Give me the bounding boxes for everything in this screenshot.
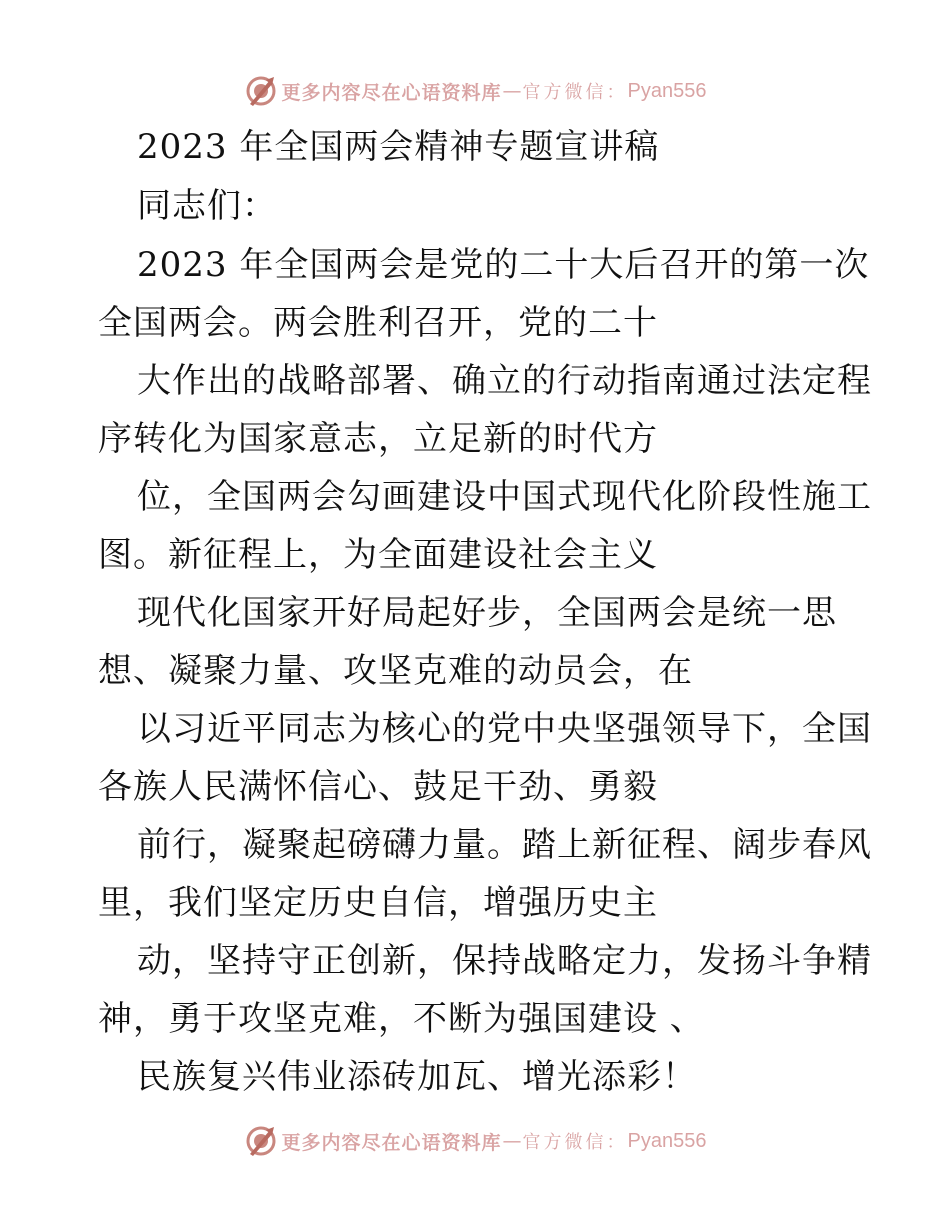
watermark-wechat-id: Pyan556 xyxy=(627,79,707,102)
body-line: 动，坚持守正创新，保持战略定力，发扬斗争精 xyxy=(137,941,872,981)
header-watermark xyxy=(0,71,950,111)
body-line: 大作出的战略部署、确立的行动指南通过法定程 xyxy=(137,361,872,401)
body-line: 现代化国家开好局起好步，全国两会是统一思 xyxy=(137,593,837,633)
watermark-official-label: 官方微信： xyxy=(522,1132,628,1153)
body-line: 里，我们坚定历史自信，增强历史主 xyxy=(98,883,658,923)
watermark-separator: — xyxy=(502,80,522,102)
page-title: 2023 年全国两会精神专题宣讲稿 xyxy=(137,127,660,167)
body-line: 图。新征程上，为全面建设社会主义 xyxy=(98,535,658,575)
body-line: 神，勇于攻坚克难，不断为强国建设 、 xyxy=(98,999,705,1039)
body-line: 全国两会。两会胜利召开，党的二十 xyxy=(98,303,658,343)
body-line: 各族人民满怀信心、鼓足干劲、勇毅 xyxy=(98,767,658,807)
watermark-official-label: 官方微信： xyxy=(522,82,628,103)
watermark-separator: — xyxy=(502,1130,522,1152)
body-line: 民族复兴伟业添砖加瓦、增光添彩！ xyxy=(137,1057,697,1097)
salutation: 同志们： xyxy=(137,186,277,226)
body-line: 前行，凝聚起磅礴力量。踏上新征程、阔步春风 xyxy=(137,825,872,865)
body-line: 2023 年全国两会是党的二十大后召开的第一次 xyxy=(137,245,870,285)
body-line: 想、凝聚力量、攻坚克难的动员会，在 xyxy=(98,651,693,691)
quill-pen-logo-icon xyxy=(244,1124,278,1158)
quill-pen-logo-icon xyxy=(244,74,278,108)
watermark-brand-text: 更多内容尽在心语资料库 xyxy=(281,81,502,104)
footer-watermark xyxy=(0,1121,950,1161)
body-line: 序转化为国家意志，立足新的时代方 xyxy=(98,419,658,459)
body-line: 位，全国两会勾画建设中国式现代化阶段性施工 xyxy=(137,477,872,517)
watermark-wechat-id: Pyan556 xyxy=(627,1129,707,1152)
body-line: 以习近平同志为核心的党中央坚强领导下，全国 xyxy=(137,709,872,749)
watermark-brand-text: 更多内容尽在心语资料库 xyxy=(281,1131,502,1154)
